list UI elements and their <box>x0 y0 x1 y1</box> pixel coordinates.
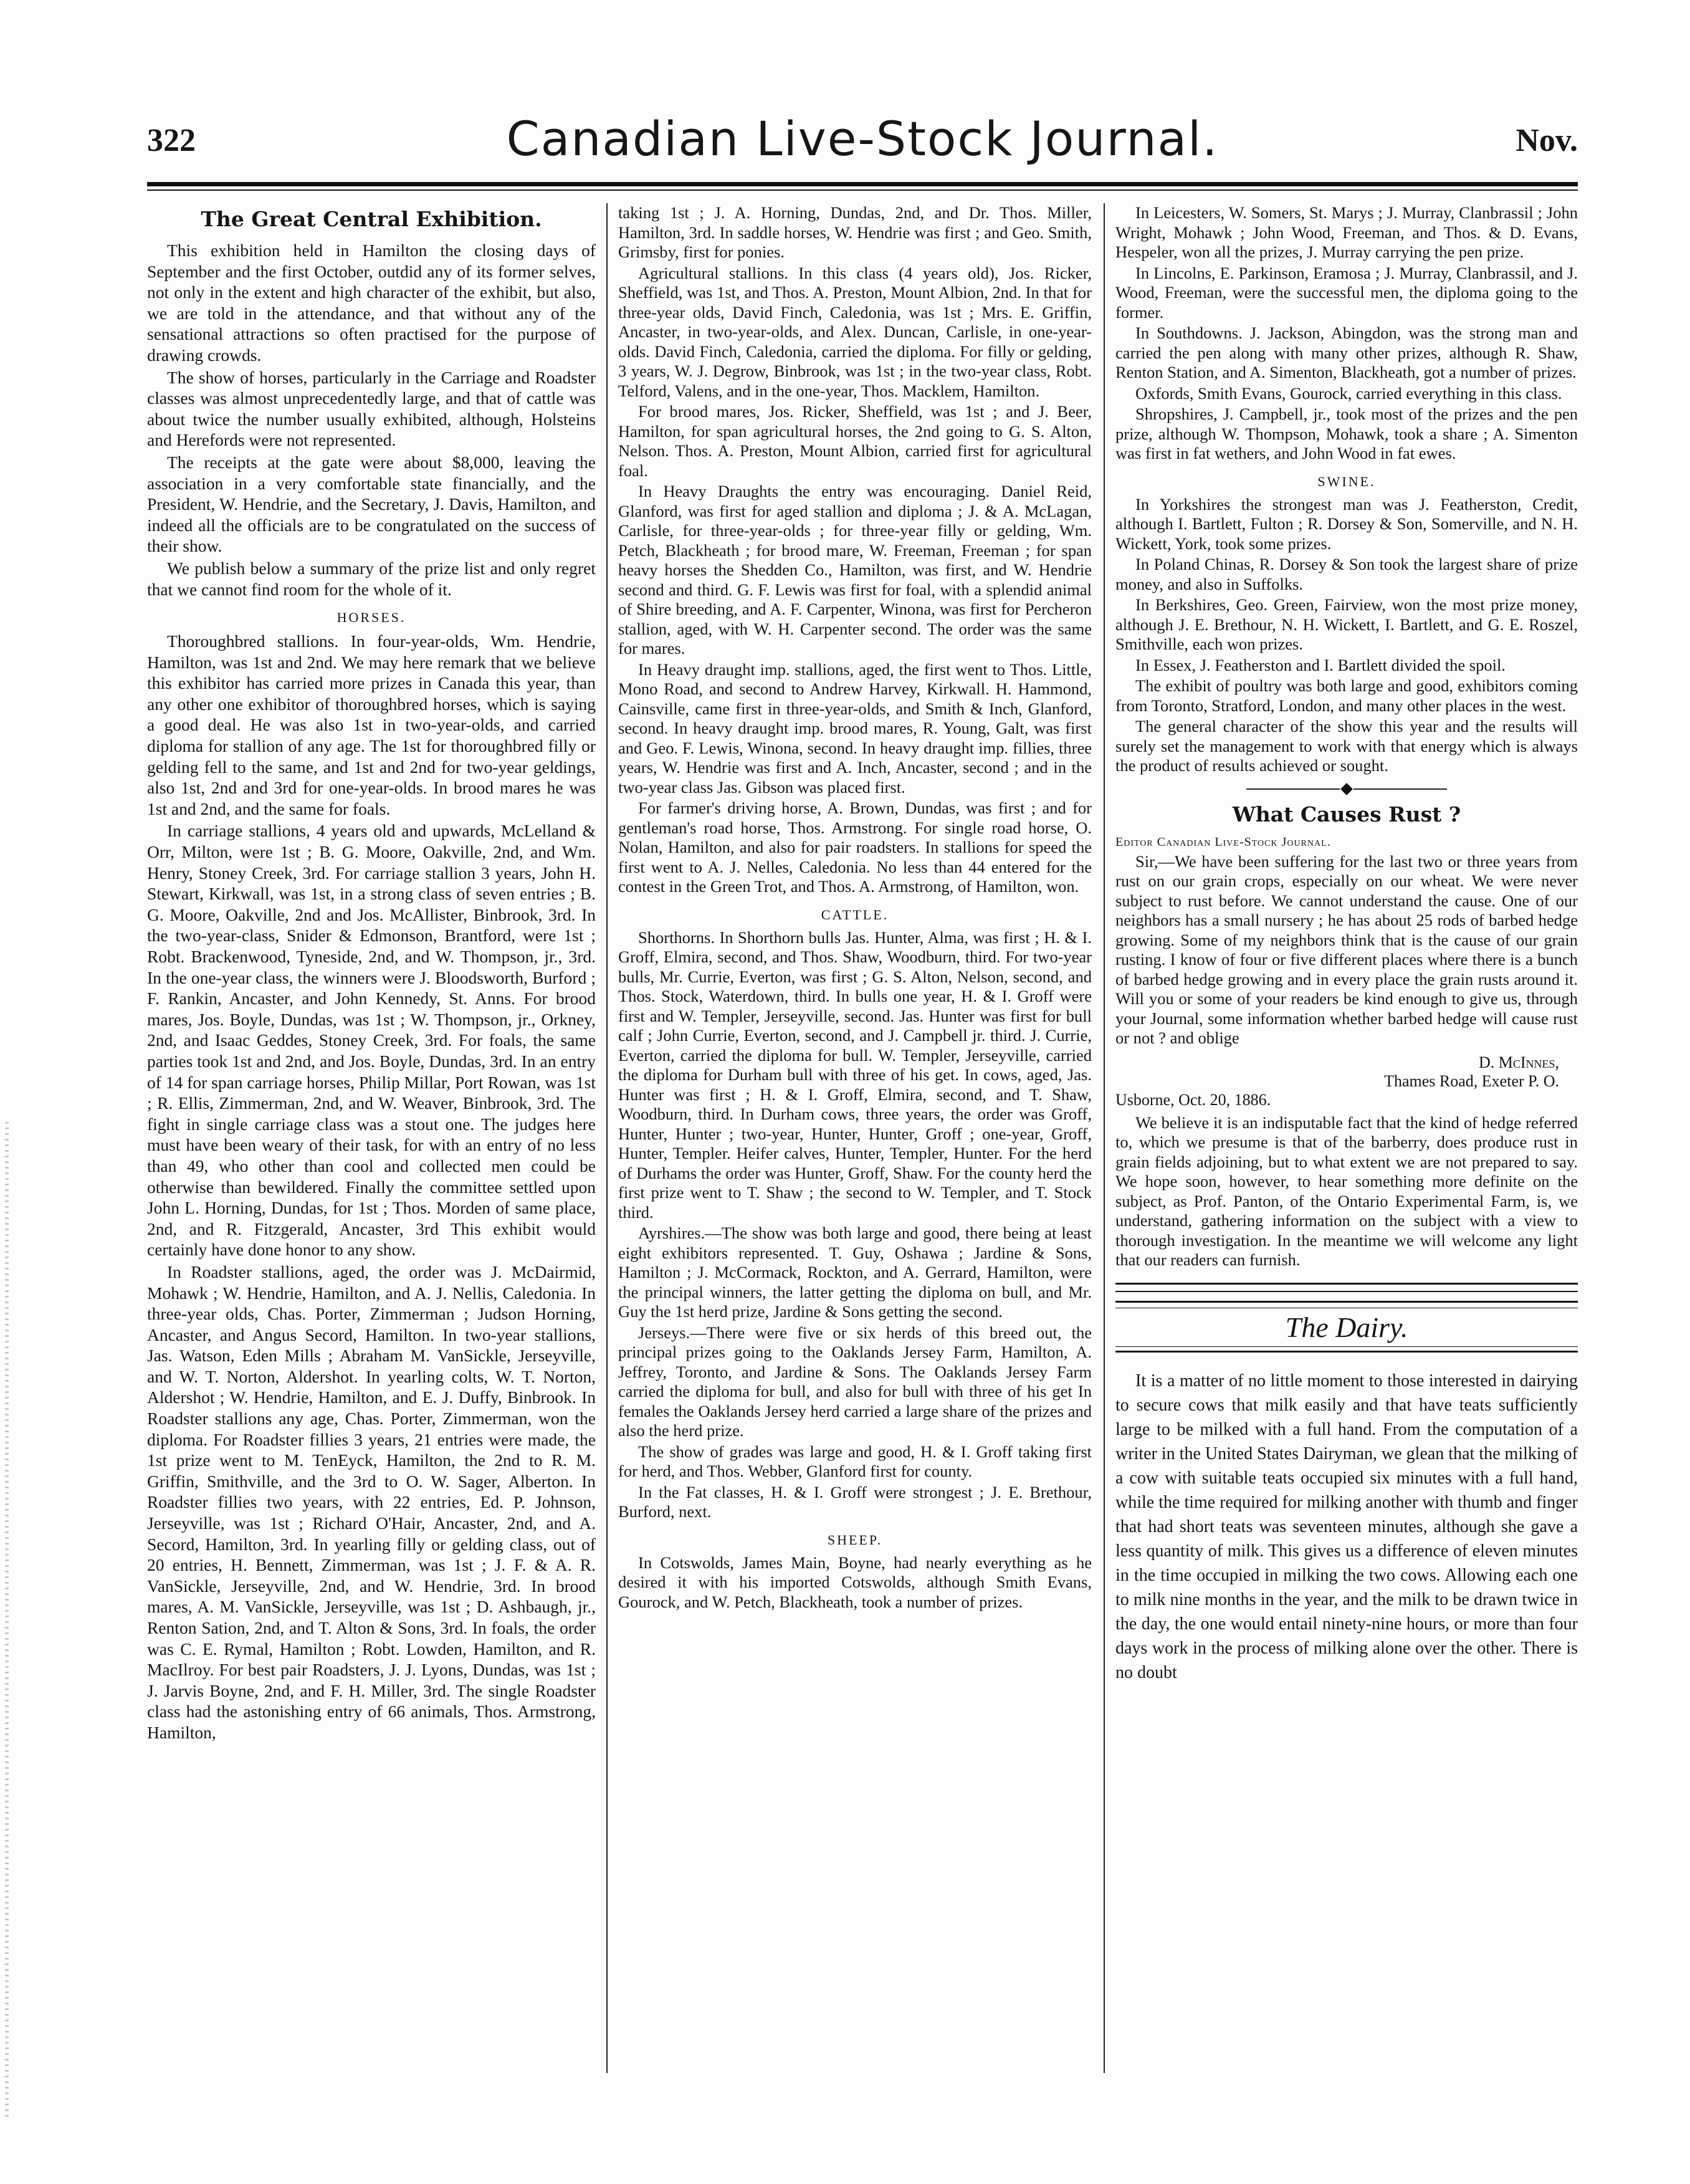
paragraph: Agricultural stallions. In this class (4 years old), Jos. Ricker, Sheffield, was 1st, and Thos. A. Preston, Mount Albion, 2nd. In that for three-year olds, David Finch, Caledonia, was 1st ; Mrs. E. Griffin, Ancaster, in two-year-olds, and Alex. Duncan, Carlisle, in one-year-olds. David Finch, Caledonia, carried the diploma. For filly or gelding, 3 years, W. J. Degrow, Binbrook, was 1st ; in the two-year class, Robt. Telford, Valens, and in the one-year, Thos. Macklem, Hamilton. <box>618 263 1092 400</box>
article-title-rust: What Causes Rust ? <box>1232 802 1461 826</box>
column-2 <box>618 203 1092 2110</box>
diamond-ornament-icon <box>1340 783 1353 795</box>
dairy-section-banner <box>1115 1301 1578 1353</box>
paragraph: In Heavy Draughts the entry was encouraging. Daniel Reid, Glanford, was first for aged stallion and diploma ; J. & A. McLagan, Carlisle, for three-year-olds ; for three-year filly or gelding, Wm. Petch, Blackheath ; for brood mare, W. Freeman, Freeman ; for span heavy horses the Shedden Co., Hamilton, was first, and W. Hendrie second and third. G. F. Lewis was first for foal, with a splendid animal of Shire breeding, and A. F. Carpenter, Winona, was first for Percheron stallion, aged, with W. H. Carpenter second. The order was the same for mares. <box>618 482 1092 658</box>
ornamental-divider <box>1115 785 1578 793</box>
dairy-article <box>1115 1369 1578 1685</box>
paragraph: Shropshires, J. Campbell, jr., took most of the prizes and the pen prize, although W. Thompson, Mohawk, took a share ; A. Simenton was first in fat wethers, and John Wood in fat ewes. <box>1115 405 1578 462</box>
paragraph: In Essex, J. Featherston and I. Bartlett divided the spoil. <box>1135 655 1506 674</box>
letter-date: Usborne, Oct. 20, 1886. <box>1115 1090 1271 1109</box>
paragraph: In Roadster stallions, aged, the order was J. McDairmid, Mohawk ; W. Hendrie, Hamilton, and A. J. Nellis, Caledonia. In three-year olds, Chas. Porter, Zimmerman ; Judson Horning, Ancaster, and Angus Secord, Hamilton. In two-year stallions, Jas. Watson, Eden Mills ; Abraham M. VanSickle, Jerseyville, and W. T. Norton, Aldershot. In yearling colts, W. T. Norton, Aldershot ; W. Hendrie, Hamilton, and E. J. Duffy, Binbrook. In Roadster stallions any age, Chas. Porter, Zimmerman, won the diploma. For Roadster fillies 3 years, 21 entries were made, the 1st prize went to M. TenEyck, Hamilton, the 2nd to R. M. Griffin, Smithville, and the 3rd to O. W. Sager, Alberton. In Roadster fillies two years, with 22 entries, Ed. P. Johnson, Jerseyville, was 1st ; Richard O'Hair, Ancaster, 2nd, and A. Secord, Hamilton, 3rd. In yearling filly or gelding class, out of 20 entries, H. Bennett, Zimmerman, was 1st ; J. F. & A. R. VanSickle, Jerseyville, 2nd, and W. Hendrie, 3rd. In brood mares, A. M. VanSickle, Jerseyville, was 1st ; D. Ashbaugh, jr., Renton Sation, 2nd, and T. Alton & Sons, 3rd. In foals, the order was C. E. Rymal, Hamilton ; Robt. Lowden, Hamilton, and R. MacIlroy. For best pair Roadsters, J. J. Lyons, Dundas, was 1st ; J. Jarvis Boyne, 2nd, and F. H. Miller, 3rd. The single Roadster class had the astonishing entry of 66 animals, Thos. Armstrong, Hamilton, <box>147 1262 596 1742</box>
scan-edge-artifact <box>5 1122 9 2119</box>
column-divider-2 <box>1104 203 1105 2073</box>
letter-addressee: Editor Canadian Live-Stock Journal. <box>1115 835 1331 849</box>
paragraph: For farmer's driving horse, A. Brown, Dundas, was first ; and for gentleman's road horse, Thos. Armstrong. For single road horse, O. Nolan, Hamilton, and also for pair roadsters. In stallions for speed the first went to A. J. Nelles, Caledonia. No less than 44 entered for the contest in the Green Trot, and Thos. A. Armstrong, of Hamilton, won. <box>618 798 1092 896</box>
paragraph: In Lincolns, E. Parkinson, Eramosa ; J. Murray, Clanbrassil, and J. Wood, Freeman, were the successful men, the diploma going to the former. <box>1115 263 1578 322</box>
paragraph: Sir,—We have been suffering for the last two or three years from rust on our grain crops, especially on our wheat. We were never subject to rust before. We cannot understand the cause. One of our neighbors has a small nursery ; he has about 25 rods of barbed hedge growing. Some of my neighbors think that is the cause of our grain rusting. I know of four or five different places where there is a bunch of barbed hedge growing and in every place the grain rusts around it. Will you or some of your readers be kind enough to give us, through your Journal, some information whether barbed hedge will cause rust or not ? and oblige <box>1115 851 1578 1047</box>
section-double-rule <box>1115 1283 1578 1292</box>
page-header <box>147 111 1578 173</box>
column-divider-1 <box>606 203 608 2073</box>
paragraph: Shorthorns. In Shorthorn bulls Jas. Hunter, Alma, was first ; H. & I. Groff, Elmira, second, and Thos. Shaw, Woodburn, third. For two-year bulls, Mr. Currie, Everton, was first ; G. S. Alton, Nelson, second, and Thos. Stock, Waterdown, third. In bulls one year, H. & I. Groff were first and W. Templer, Jerseyville, second. Jas. Hunter was first for bull calf ; John Currie, Everton, second, and J. Campbell jr. third. J. Currie, Everton, carried the diploma for bull. W. Templer, Jerseyville, carried the diploma for Durham bull with three of his get. In cows, aged, Jas. Hunter was first ; H. & I. Groff, Elmira, second, and T. Shaw, Woodburn, third. In Durham cows, three years, the order was Groff, Hunter, Hunter ; two-year, Hunter, Hunter, Groff ; one-year, Groff, Hunter, Templer. Heifer calves, Hunter, Templer, Hunter. For the herd of Durhams the order was Hunter, Groff, Shaw. For the county herd the first prize went to T. Shaw ; the second to W. Templer, and T. Stock third. <box>618 927 1092 1222</box>
page-number: 322 <box>147 123 196 158</box>
paragraph: Thoroughbred stallions. In four-year-olds, Wm. Hendrie, Hamilton, was 1st and 2nd. We may here remark that we believe this exhibitor has carried more prizes in Canada this year, than any other one exhibitor of thoroughbred horses, which is saying a good deal. He was also 1st in two-year-olds, and carried diploma for stallion of any age. The 1st for thoroughbred filly or gelding fell to the same, and 1st and 2nd for two-year geldings, also 1st, 2nd and 3rd for one-year-olds. In brood mares he was 1st and 2nd, and the same for foals. <box>147 631 596 818</box>
paragraph: This exhibition held in Hamilton the closing days of September and the first October, outdid any of its former selves, not only in the extent and high character of the exhibit, but also, we are told in the attendance, and that without any of the sensational attractions so often practised for the purpose of drawing crowds. <box>147 241 596 365</box>
paragraph: Ayrshires.—The show was both large and good, there being at least eight exhibitors represented. T. Guy, Oshawa ; Jardine & Sons, Hamilton ; J. McCormack, Rockton, and A. Gerrard, Hamilton, were the principal winners, the latter getting the diploma on bull, and Mr. Guy the 1st herd prize, Jardine & Sons getting the second. <box>618 1224 1092 1321</box>
journal-title: Canadian Live-Stock Journal. <box>506 111 1219 166</box>
paragraph: For brood mares, Jos. Ricker, Sheffield, was 1st ; and J. Beer, Hamilton, for span agricultural horses, the 2nd going to G. S. Alton, Nelson. Thos. A. Preston, Mount Albion, carried first for agricultural foal. <box>618 402 1092 480</box>
paragraph: We publish below a summary of the prize list and only regret that we cannot find room for the whole of it. <box>147 558 596 599</box>
section-heading-horses: HORSES. <box>337 610 406 626</box>
paragraph: taking 1st ; J. A. Horning, Dundas, 2nd, and Dr. Thos. Miller, Hamilton, 3rd. In saddle horses, W. Hendrie was first ; and Geo. Smith, Grimsby, first for ponies. <box>618 203 1092 261</box>
header-rule-thin <box>147 189 1578 191</box>
paragraph: In Poland Chinas, R. Dorsey & Son took the largest share of prize money, and also in Suffolks. <box>1115 555 1578 593</box>
section-heading-sheep: SHEEP. <box>827 1531 883 1548</box>
divider-line <box>1246 788 1340 790</box>
divider-line <box>1353 788 1447 790</box>
letter-address: Thames Road, Exeter P. O. <box>1384 1071 1559 1090</box>
paragraph: In Berkshires, Geo. Green, Fairview, won the most prize money, although J. E. Brethour, N. H. Wickett, I. Bartlett, and G. E. Roszel, Smithville, each won prizes. <box>1115 595 1578 653</box>
dairy-section-title: The Dairy. <box>1115 1308 1578 1347</box>
section-heading-cattle: CATTLE. <box>821 906 889 922</box>
paragraph: The exhibit of poultry was both large and good, exhibitors coming from Toronto, Stratford, London, and many other places in the west. <box>1115 676 1578 715</box>
section-heading-swine: SWINE. <box>1317 473 1376 489</box>
paragraph: The show of grades was large and good, H. & I. Groff taking first for herd, and Thos. Webber, Glanford first for county. <box>618 1442 1092 1480</box>
paragraph: In carriage stallions, 4 years old and upwards, McLelland & Orr, Milton, were 1st ; B. G. Moore, Oakville, 2nd, and Wm. Henry, Stoney Creek, 3rd. For carriage stallion 3 years, John H. Stewart, Kirkwall, was 1st, in a strong class of seven entries ; B. G. Moore, Oakville, 2nd and Jos. McAllister, Binbrook, 3rd. In the two-year-class, Snider & Edmonson, Brantford, were 1st ; Robt. Brackenwood, Tyneside, 2nd, and W. Thompson, jr., 3rd. In the one-year class, the winners were J. Bloodsworth, Burford ; F. Rankin, Ancaster, and John Kennedy, St. Anns. For brood mares, Jos. Boyle, Dundas, was 1st ; W. Thompson, jr., Orkney, 2nd, and Isaac Geddes, Stoney Creek, 3rd. For foals, the same parties took 1st and 2nd, and Jos. Boyle, Dundas, 3rd. In an entry of 14 for span carriage horses, Philip Millar, Port Rowan, was 1st ; R. Ellis, Zimmerman, 2nd, and W. Weaver, Binbrook, 3rd. The fight in single carriage class was a stout one. The judges here must have been weary of their task, for with an entry of no less than 49, who other than cool and collected men could be otherwise than bewildered. Finally the committee settled upon John L. Horning, Dundas, for 1st ; Thos. Morden of same place, 2nd, and R. Fitzgerald, Ancaster, 3rd This exhibit would certainly have done honor to any show. <box>147 821 596 1260</box>
issue-month: Nov. <box>1516 123 1578 158</box>
paragraph: The show of horses, particularly in the Carriage and Roadster classes was almost unprecedentedly large, and that of cattle was about twice the number usually exhibited, although, Holsteins and Herefords were not represented. <box>147 367 596 450</box>
paragraph: Jerseys.—There were five or six herds of this breed out, the principal prizes going to the Oaklands Jersey Farm, Hamilton, A. Jeffrey, Toronto, and Jardine & Sons. The Oaklands Jersey Farm carried the diploma for bull, and also for bull with three of his get In females the Oaklands Jersey herd carried a large share of the prizes and also the herd prize. <box>618 1323 1092 1440</box>
letter-signature: D. McInnes, <box>1478 1053 1559 1071</box>
paragraph: The receipts at the gate were about $8,000, leaving the association in a very comfortable state financially, and the President, W. Hendrie, and the Secretary, J. Davis, Hamilton, and indeed all the officials are to be congratulated on the success of their show. <box>147 452 596 556</box>
paragraph: In Leicesters, W. Somers, St. Marys ; J. Murray, Clanbrassil ; John Wright, Mohawk ; John Wood, Freeman, and Thos. & D. Evans, Hespeler, won all the prizes, J. Murray carrying the pen prize. <box>1115 203 1578 261</box>
header-rule-thick <box>147 182 1578 186</box>
column-3 <box>1115 203 1578 2110</box>
article-title-exhibition: The Great Central Exhibition. <box>201 207 542 231</box>
paragraph: It is a matter of no little moment to those interested in dairying to secure cows that milk easily and that have teats sufficiently large to be milked with a full hand. From the computation of a writer in the United States Dairyman, we glean that the milking of a cow with suitable teats occupied six minutes with a full hand, while the time required for milking another with thumb and finger that had short teats was seventeen minutes, although she gave a less quantity of milk. This gives us a difference of eleven minutes in the time occupied in milking the two cows. Allowing each one to milk nine months in the year, and the milk to be drawn twice in the day, the one would entail ninety-nine hours, or more than four days work in the process of milking alone over the other. There is no doubt <box>1115 1371 1578 1682</box>
paragraph: Oxfords, Smith Evans, Gourock, carried everything in this class. <box>1135 383 1562 403</box>
column-1 <box>147 203 596 2110</box>
paragraph: In Southdowns. J. Jackson, Abingdon, was the strong man and carried the pen along with many other prizes, although R. Shaw, Renton Station, and A. Simenton, Blackheath, got a number of prizes. <box>1115 323 1578 381</box>
paragraph: In Yorkshires the strongest man was J. Featherston, Credit, although I. Bartlett, Fulton ; R. Dorsey & Son, Somerville, and N. H. Wickett, York, took some prizes. <box>1115 494 1578 553</box>
paragraph: In Heavy draught imp. stallions, aged, the first went to Thos. Little, Mono Road, and second to Andrew Harvey, Kirkwall. H. Hammond, Cainsville, came first in three-year-olds, and Smith & Inch, Glanford, second. In heavy draught imp. brood mares, R. Young, Galt, was first and Geo. F. Lewis, Winona, second. In heavy draught imp. fillies, three years, W. Hendrie was first and A. Inch, Ancaster, second ; and in the two-year class Jas. Gibson was placed first. <box>618 659 1092 797</box>
paragraph: The general character of the show this year and the results will surely set the management to work with that energy which is always the product of results achieved or sought. <box>1115 717 1578 775</box>
paragraph: In Cotswolds, James Main, Boyne, had nearly everything as he desired it with his imported Cotswolds, although Smith Evans, Gourock, and W. Petch, Blackheath, took a number of prizes. <box>618 1553 1092 1611</box>
paragraph: In the Fat classes, H. & I. Groff were strongest ; J. E. Brethour, Burford, next. <box>618 1482 1092 1521</box>
paragraph: We believe it is an indisputable fact that the kind of hedge referred to, which we presume is that of the barberry, does produce rust in grain fields adjoining, but to what extent we are not prepared to say. We hope soon, however, to hear something more definite on the subject, as Prof. Panton, of the Ontario Experimental Farm, is, we understand, gathering information on the subject with a view to thorough investigation. In the meantime we will welcome any light that our readers can furnish. <box>1115 1113 1578 1269</box>
